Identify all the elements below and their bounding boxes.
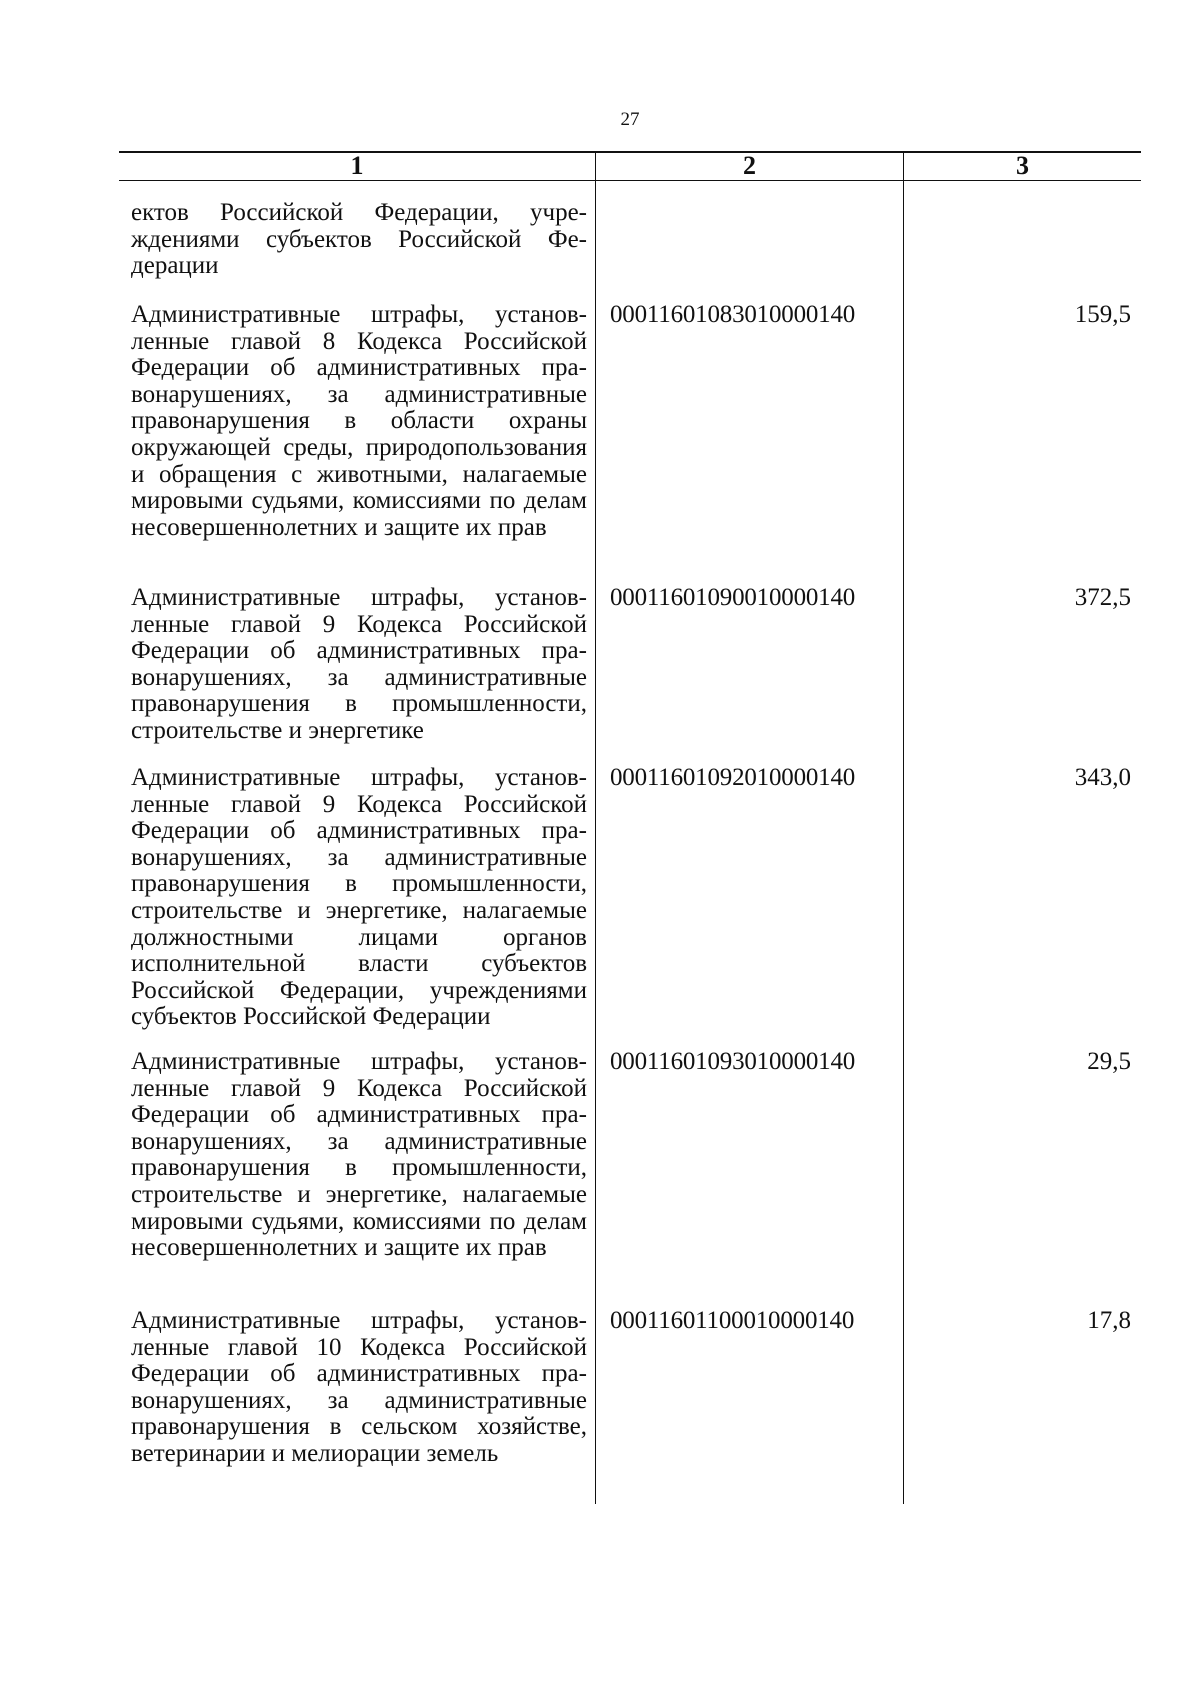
row-value: 343,0 <box>1074 764 1131 791</box>
row-name: Административные штрафы, установленные главой 9 Кодекса Российской Федерации об административных правонарушениях, за административные правонарушения в промышленности, строительстве и энергетике, налагаемые должностными лицами органов исполнительной власти субъектов Российской Федерации, учреждениями субъектов Российской Федерации <box>131 764 587 1031</box>
row-code: 00011601083010000140 <box>610 301 856 328</box>
row-name: Административные штрафы, установленные главой 9 Кодекса Российской Федерации об административных правонарушениях, за административные правонарушения в промышленности, строительстве и энергетике, налагаемые мировыми судьями, комиссиями по делам несовершеннолетних и защите их прав <box>131 1048 587 1262</box>
column-divider-2 <box>903 151 904 1504</box>
row-code: 00011601100010000140 <box>610 1307 855 1334</box>
table-header-bottom-rule <box>119 180 1141 181</box>
row-value: 29,5 <box>1087 1048 1131 1075</box>
table-header-col-3: 3 <box>1016 151 1029 180</box>
row-code: 00011601092010000140 <box>610 764 856 791</box>
table-header-col-2: 2 <box>743 151 756 180</box>
row-name: Административные штрафы, установленные главой 8 Кодекса Российской Федерации об административных правонарушениях, за административные правонарушения в области охраны окружающей среды, природопользования и обращения с животными, налагаемые мировыми судьями, комиссиями по делам несовершеннолетних и защите их прав <box>131 301 587 541</box>
row-value: 372,5 <box>1074 584 1131 611</box>
table-header-col-1: 1 <box>350 151 364 180</box>
page-number: 27 <box>620 109 640 130</box>
row-name: Административные штрафы, установленные главой 10 Кодекса Российской Федерации об административных правонарушениях, за административные правонарушения в сельском хозяйстве, ветеринарии и мелиорации земель <box>131 1307 587 1467</box>
row-code: 00011601090010000140 <box>610 584 856 611</box>
row-code: 00011601093010000140 <box>610 1048 856 1075</box>
row-name: ектов Российской Федерации, учреждениями субъектов Российской Федерации <box>131 199 587 280</box>
column-divider-1 <box>595 151 596 1504</box>
row-value: 17,8 <box>1087 1307 1131 1334</box>
row-value: 159,5 <box>1074 301 1131 328</box>
row-name: Административные штрафы, установленные главой 9 Кодекса Российской Федерации об административных правонарушениях, за административные правонарушения в промышленности, строительстве и энергетике <box>131 584 587 744</box>
